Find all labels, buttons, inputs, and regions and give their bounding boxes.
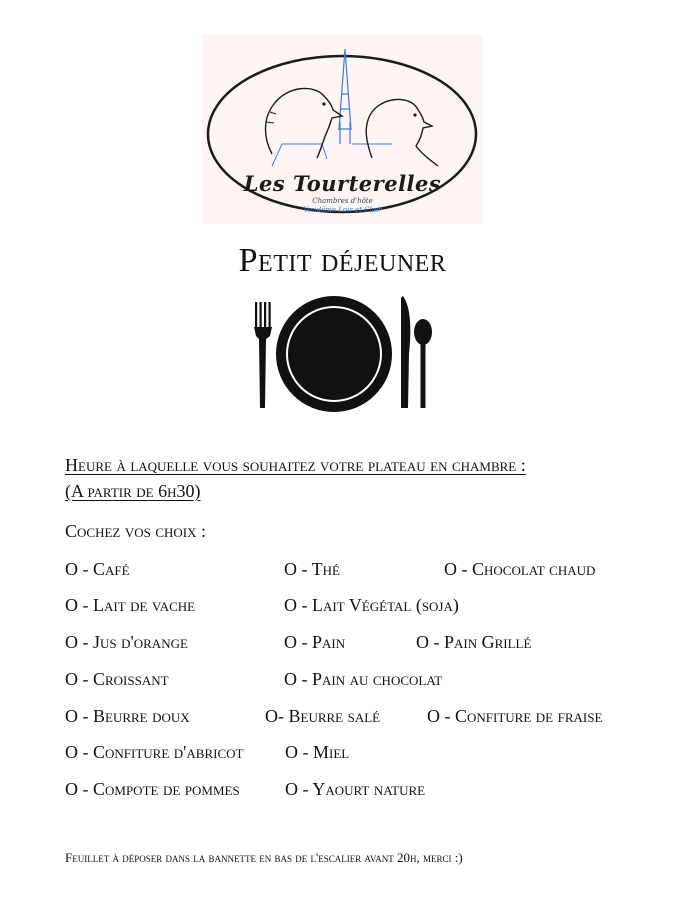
time-start-note: (A partir de 6h30) (65, 481, 201, 501)
option-the[interactable]: O - Thé (284, 559, 340, 579)
option-chocolat-chaud[interactable]: O - Chocolat chaud (444, 559, 596, 579)
option-pain-chocolat[interactable]: O - Pain au chocolat (284, 669, 443, 689)
fork-icon (254, 302, 272, 408)
logo-location: Vendôme Loir et Cher (303, 206, 382, 214)
logo-subtitle: Chambres d'hôte (312, 197, 373, 205)
choices-heading: Cochez vos choix : (65, 521, 207, 541)
option-compote[interactable]: O - Compote de pommes (65, 779, 240, 799)
footer-note: Feuillet à déposer dans la bannette en bas de l'escalier avant 20h, merci :) (65, 850, 463, 865)
page-title: Petit déjeuner (238, 242, 447, 279)
logo (202, 34, 483, 224)
time-request-label: Heure à laquelle vous souhaitez votre plateau en chambre : (65, 455, 526, 475)
knife-icon (401, 296, 410, 408)
option-confiture-abricot[interactable]: O - Confiture d'abricot (65, 742, 244, 762)
option-beurre-sale[interactable]: O- Beurre salé (265, 706, 381, 726)
option-jus-orange[interactable]: O - Jus d'orange (65, 632, 188, 652)
plate-icon (276, 296, 392, 412)
option-yaourt[interactable]: O - Yaourt nature (285, 779, 426, 799)
option-croissant[interactable]: O - Croissant (65, 669, 169, 689)
option-pain[interactable]: O - Pain (284, 632, 346, 652)
option-lait-vache[interactable]: O - Lait de vache (65, 595, 196, 615)
plate-cutlery-icon (248, 294, 438, 412)
option-confiture-fraise[interactable]: O - Confiture de fraise (427, 706, 603, 726)
option-miel[interactable]: O - Miel (285, 742, 350, 762)
option-cafe[interactable]: O - Café (65, 559, 130, 579)
logo-name: Les Tourterelles (243, 171, 442, 196)
spoon-icon (414, 319, 432, 408)
option-pain-grille[interactable]: O - Pain Grillé (416, 632, 532, 652)
option-beurre-doux[interactable]: O - Beurre doux (65, 706, 190, 726)
option-lait-vegetal[interactable]: O - Lait Végétal (soja) (284, 595, 459, 615)
